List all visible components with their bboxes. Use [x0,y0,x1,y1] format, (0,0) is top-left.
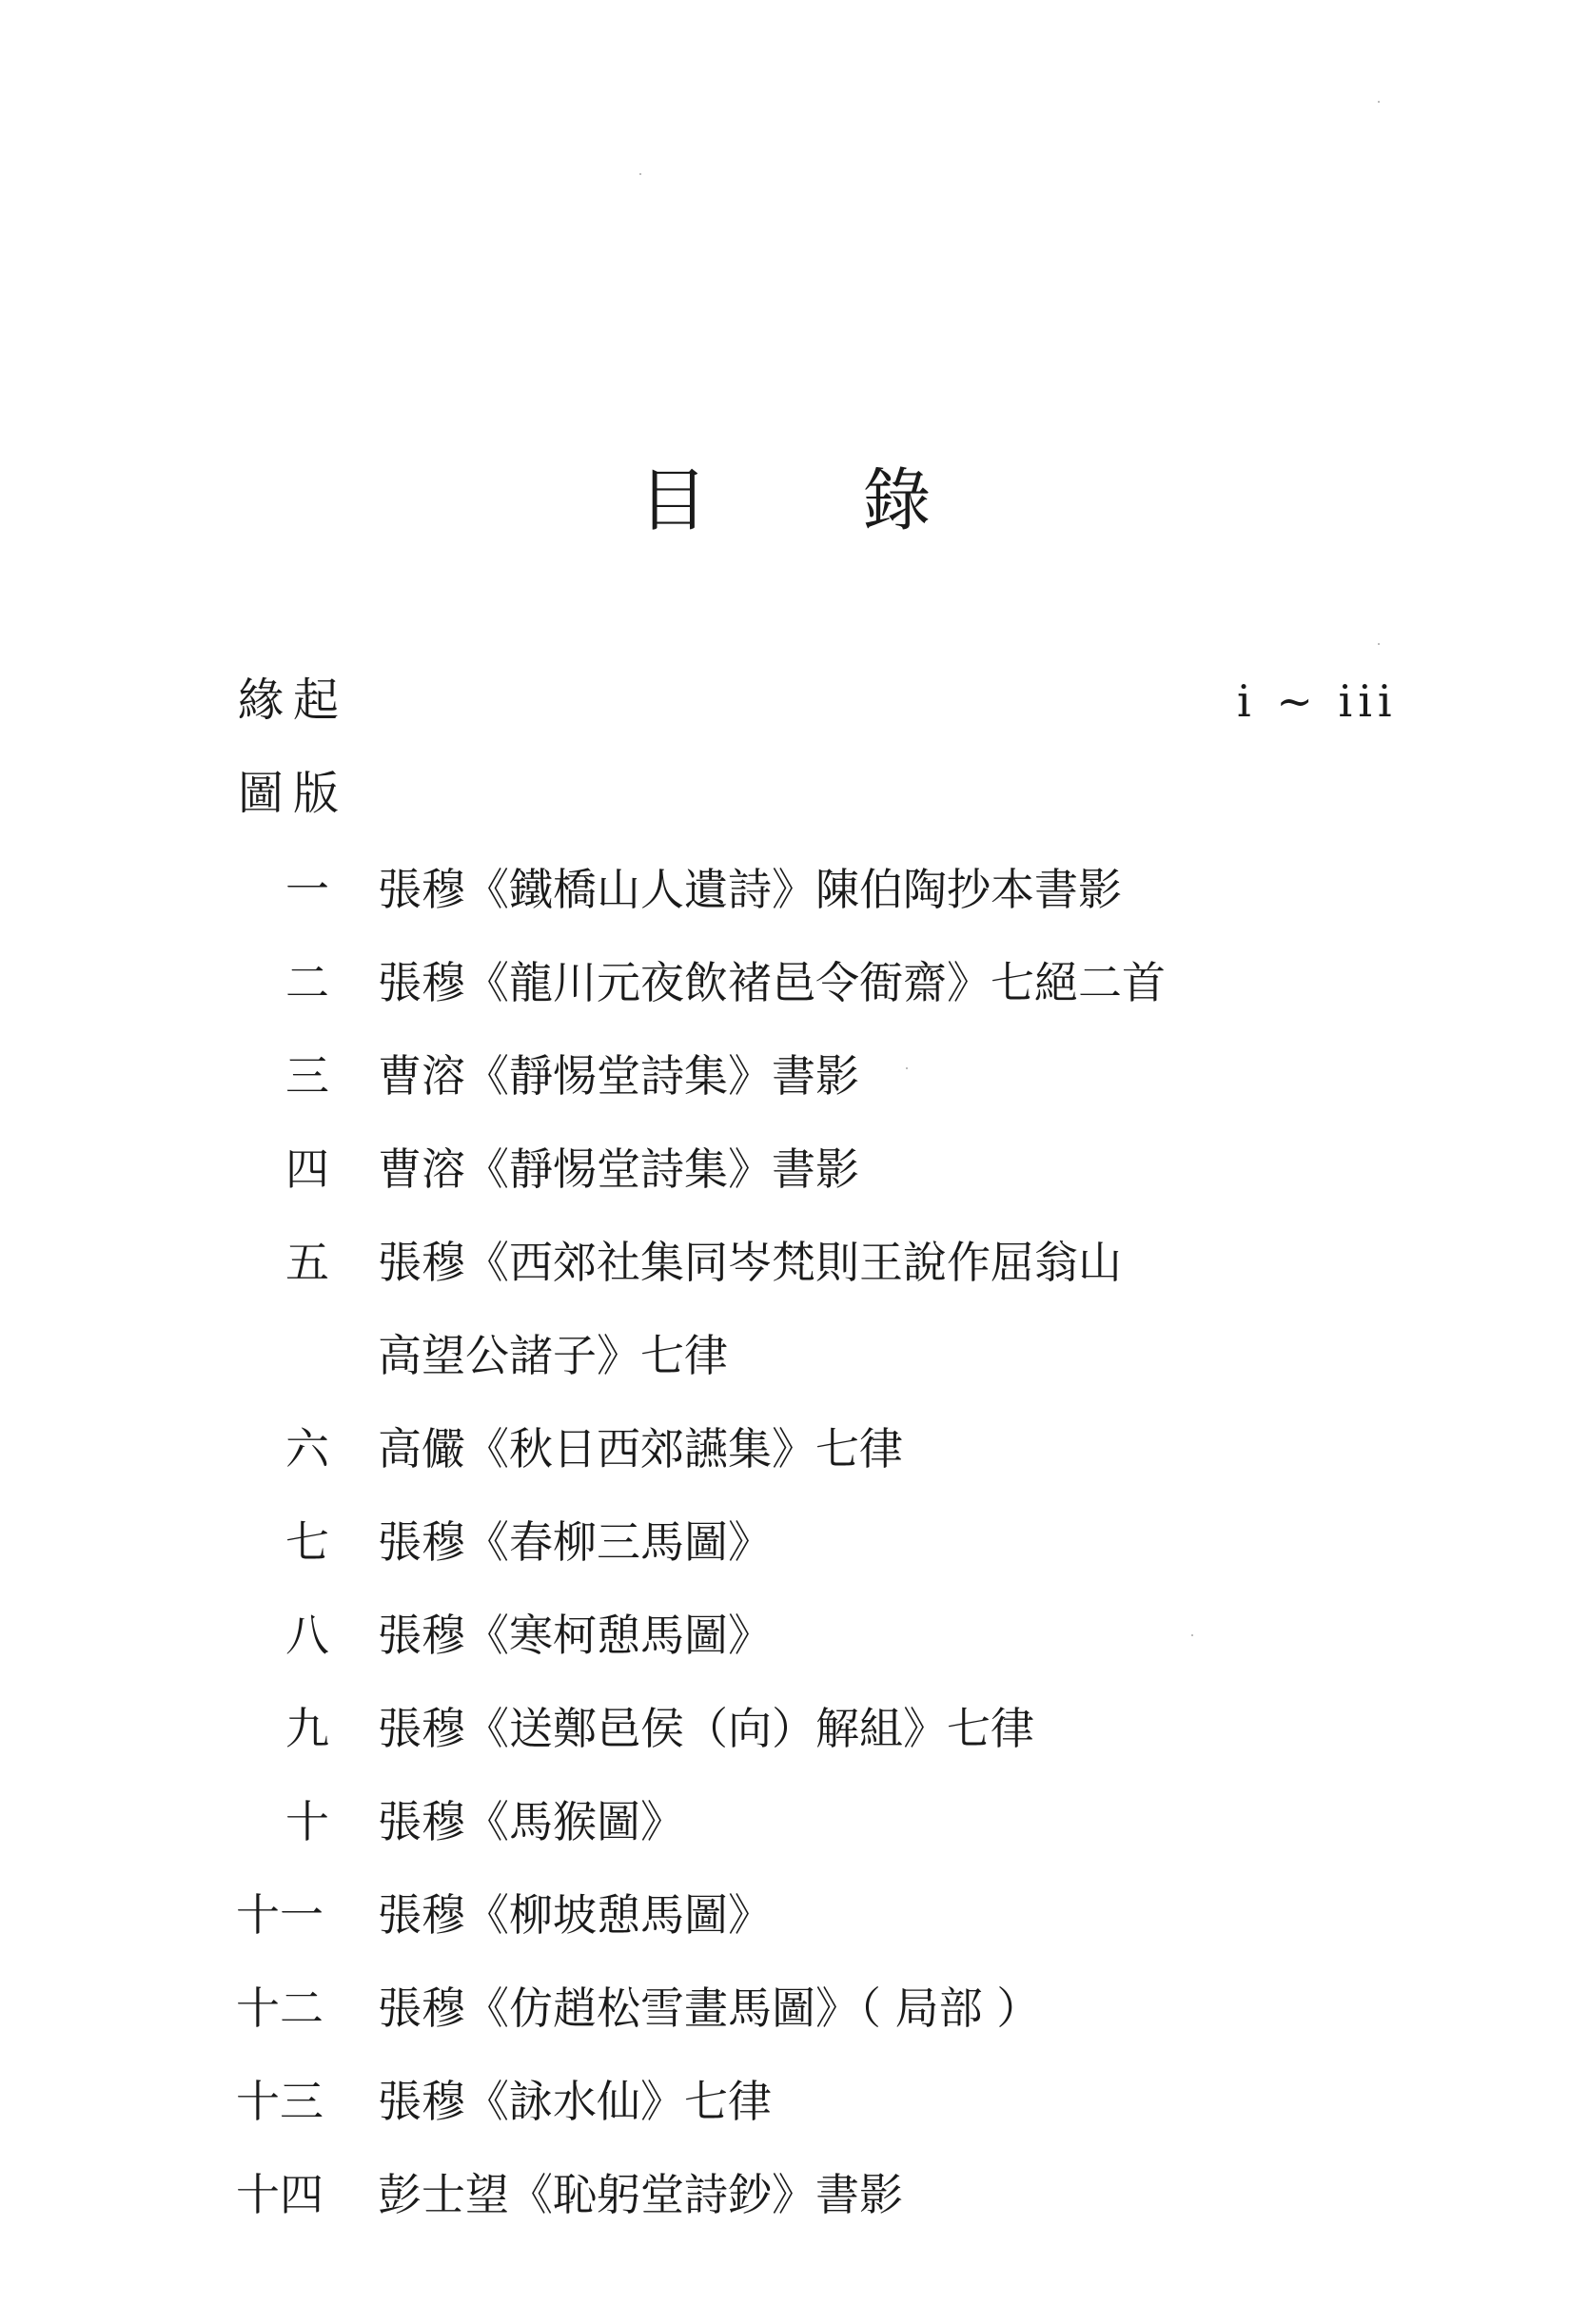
section-preface-pages: i ~ iii [1237,675,1398,727]
plate-number: 六 [285,1423,329,1474]
plate-number: 十 [285,1796,329,1847]
plate-number: 十三 [236,2076,324,2127]
plate-title: 張穆《龍川元夜飲褚邑令衙齋》七絕二首 [378,957,1166,1008]
plate-number: 九 [285,1703,329,1754]
plate-number: 十二 [236,1982,324,2034]
scan-speck [639,173,641,175]
plate-title: 張穆《送鄭邑侯（向）解組》七律 [378,1703,1034,1754]
plate-title: 張穆《仿趙松雪畫馬圖》（ 局部 ） [378,1982,1041,2034]
section-preface-label: 緣起 [238,674,349,727]
plate-title-continued: 高望公諸子》七律 [378,1330,728,1381]
scan-speck [1378,101,1380,103]
plate-title: 張穆《柳坡憩馬圖》 [378,1889,772,1941]
section-plates-label: 圖版 [238,767,349,820]
plate-title: 張穆《春柳三馬圖》 [378,1516,772,1568]
plate-number: 二 [285,957,329,1008]
plate-title: 張穆《馬猴圖》 [378,1796,684,1847]
plate-title: 張穆《鐵橋山人遺詩》陳伯陶抄本書影 [378,864,1122,915]
plate-number: 七 [285,1516,329,1568]
plate-title: 曹溶《靜惕堂詩集》書影 [378,1143,859,1195]
plate-title: 張穆《西郊社集同岑梵則王說作屈翁山 [378,1237,1122,1288]
plate-title: 張穆《詠水仙》七律 [378,2076,772,2127]
scan-speck [1378,643,1380,645]
plate-number: 五 [285,1237,329,1288]
plate-title: 彭士望《恥躬堂詩鈔》書影 [378,2169,903,2220]
plate-number: 十一 [236,1889,324,1941]
scan-speck [1191,1634,1193,1636]
plate-number: 三 [285,1050,329,1102]
plate-number: 四 [285,1143,329,1195]
page-title: 目 錄 [638,460,998,540]
plate-number: 一 [285,864,329,915]
plate-title: 張穆《寒柯憩馬圖》 [378,1610,772,1661]
scan-speck [906,1067,908,1069]
plate-number: 十四 [236,2169,324,2220]
plate-number: 八 [285,1610,329,1661]
plate-title: 曹溶《靜惕堂詩集》書影 [378,1050,859,1102]
plate-title: 高儼《秋日西郊讌集》七律 [378,1423,903,1474]
